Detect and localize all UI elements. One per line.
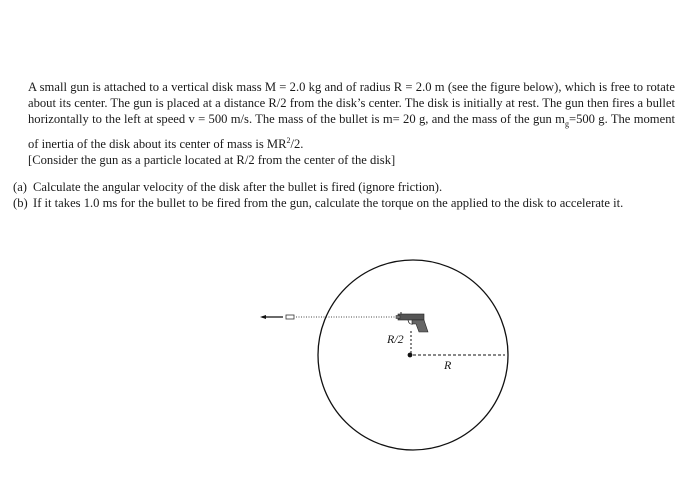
disk-center-point bbox=[408, 353, 413, 358]
bullet-icon bbox=[286, 315, 294, 319]
radius-label: R bbox=[444, 358, 452, 372]
inertia-exponent: 2 bbox=[286, 135, 291, 145]
gun-mass-subscript: g bbox=[564, 119, 569, 129]
part-b-text: If it takes 1.0 ms for the bullet to be fired from the gun, calculate the torque on the applied to the disk to accelerate it. bbox=[33, 196, 624, 210]
part-b-label: (b) bbox=[13, 196, 28, 210]
problem-main-text: A small gun is attached to a vertical disk mass M = 2.0 kg and of radius R = 2.0 m (see the figure below), which is free to rotate about its center. The gun is placed at a distance R/2 from the disk’s center. The disk is initially at rest. The gun then fires a bullet horizontally to the left at speed v = 500 m/s. The mass of the bullet is m= 20 g, and the mass of the gun m bbox=[28, 80, 675, 126]
part-a-label: (a) bbox=[13, 180, 27, 194]
gun-icon bbox=[396, 312, 428, 332]
part-a-text: Calculate the angular velocity of the disk after the bullet is fired (ignore friction). bbox=[33, 180, 443, 194]
velocity-arrowhead-icon bbox=[260, 315, 266, 319]
half-radius-label: R/2 bbox=[387, 332, 404, 346]
problem-consider-note: [Consider the gun as a particle located at R/2 from the center of the disk] bbox=[28, 152, 396, 167]
problem-mass-text: =500 g. The moment of inertia of the disk about its center of mass is MR bbox=[28, 112, 675, 151]
problem-inertia-tail: /2. bbox=[290, 136, 304, 151]
